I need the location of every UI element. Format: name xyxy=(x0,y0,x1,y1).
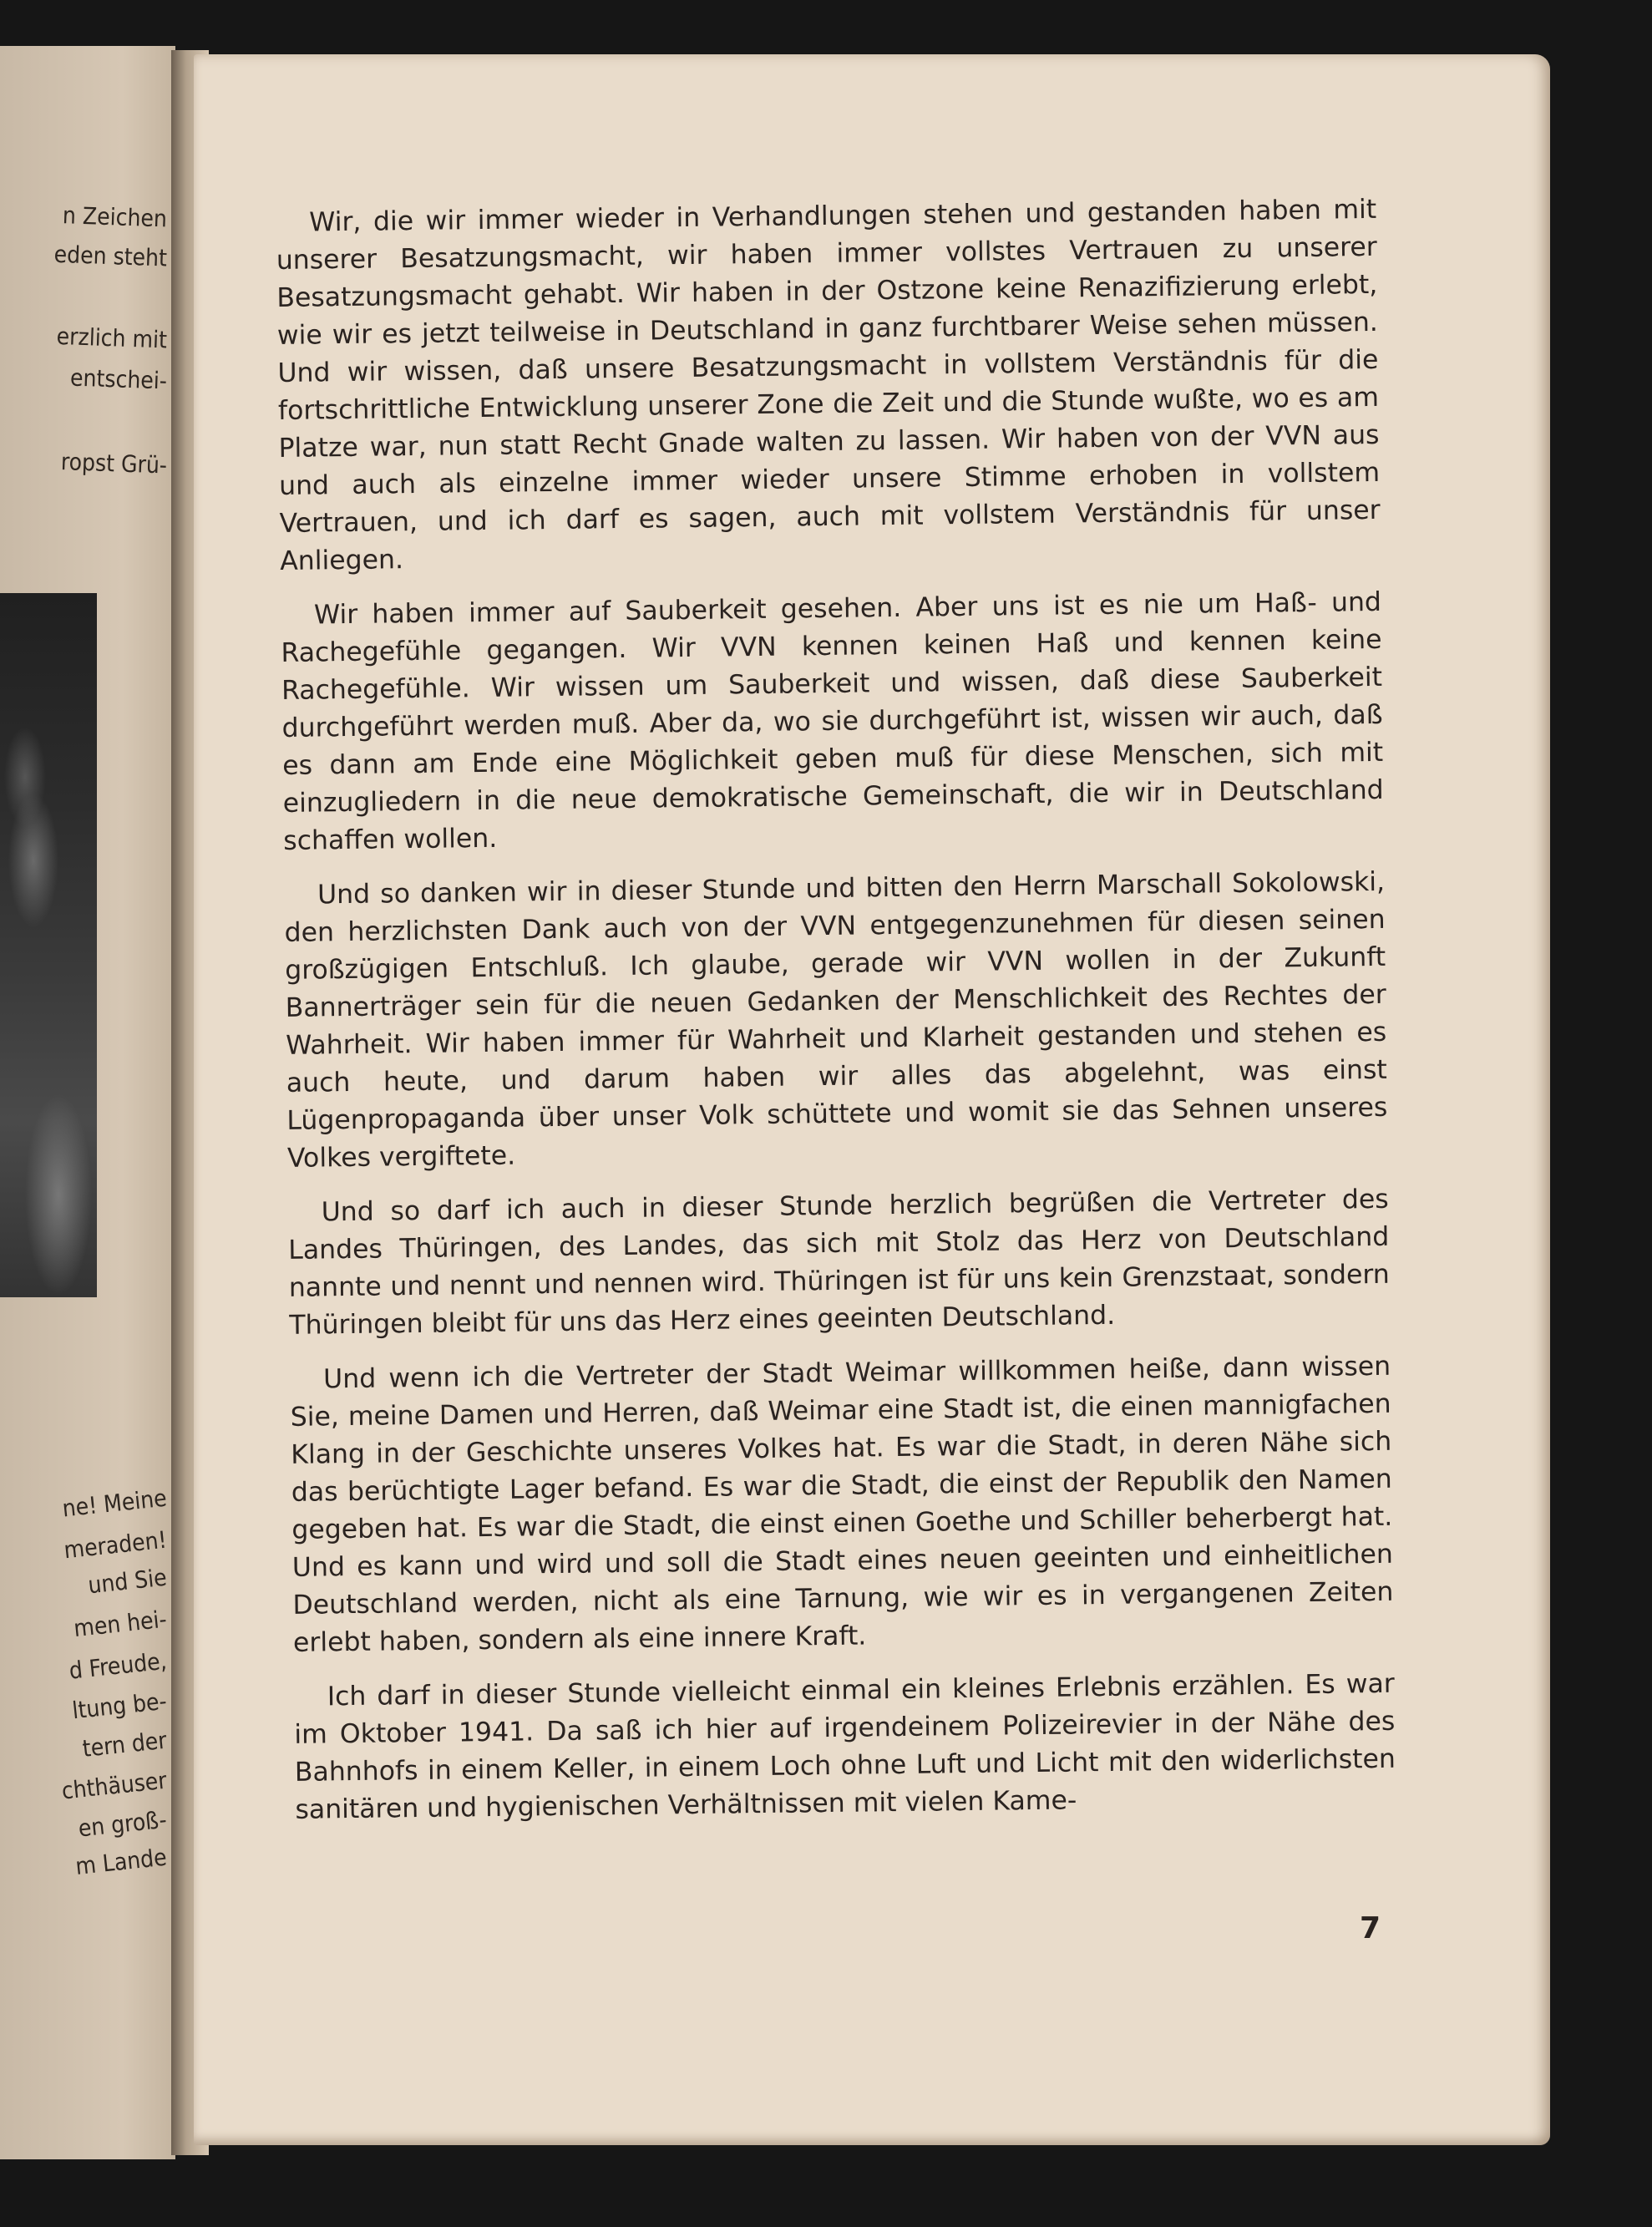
main-text-block xyxy=(276,191,1396,1846)
left-page-fragment: eden steht xyxy=(53,240,168,272)
left-page xyxy=(0,46,175,2159)
left-page-fragment: en groß- xyxy=(77,1805,169,1843)
left-page-fragment: men hei- xyxy=(72,1605,169,1643)
left-page-photo xyxy=(0,593,97,1297)
left-page-fragment: und Sie xyxy=(86,1563,169,1600)
left-page-fragment: tern der xyxy=(81,1726,169,1763)
left-page-fragment: chthäuser xyxy=(60,1766,169,1805)
left-page-fragment: entschei- xyxy=(69,363,168,395)
page-number: 7 xyxy=(1360,1911,1381,1945)
left-page-fragment: d Freude, xyxy=(68,1646,169,1685)
paragraph: Und so darf ich auch in dieser Stunde herzlich begrüßen die Vertreter des Landes Thüringen, des Landes, das sich mit Stolz das Herz von Deutschland nannte und nennt und nennen wird. Thüringen ist für uns kein Grenzstaat, sondern Thüringen bleibt für uns das Herz eines geeinten Deutschland. xyxy=(288,1184,1390,1341)
left-page-fragment: n Zeichen xyxy=(62,201,168,233)
paragraph: Wir haben immer auf Sauberkeit gesehen. Aber uns ist es nie um Haß- und Rachegefühle gegangen. Wir VVN kennen keinen Haß und kennen keine Rachegefühle. Wir wissen um Sauberkeit und wissen, daß diese Sauberkeit durchgeführt werden muß. Aber da, wo sie durchgeführt ist, wissen wir auch, daß es dann am Ende eine Möglichkeit geben muß für diese Menschen, sich mit einzugliedern in die neue demokratische Gemeinschaft, die wir in Deutschland schaffen wollen. xyxy=(281,586,1384,856)
left-page-fragment: meraden! xyxy=(62,1525,169,1565)
paragraph: Wir, die wir immer wieder in Verhandlungen stehen und gestanden haben mit unserer Besatzungsmacht, wir haben immer vollstes Vertrauen zu unserer Besatzungsmacht gehabt. Wir haben in der Ostzone keine Renazifizierung erlebt, wie wir es jetzt teilweise in Deutschland in ganz furchtbarer Weise sehen müssen. Und wir wissen, daß unsere Besatzungsmacht in vollstem Verständnis für die fortschrittliche Entwicklung unserer Zone die Zeit und die Stunde wußte, wo es am Platze war, nun statt Recht Gnade walten zu lassen. Wir haben von der VVN aus und auch als einzelne immer wieder unsere Stimme erhoben in vollstem Vertrauen, und ich darf es sagen, auch mit vollstem Verständnis für unser Anliegen. xyxy=(276,194,1381,576)
left-page-fragment: ropst Grü- xyxy=(60,448,168,479)
left-page-fragment: ne! Meine xyxy=(61,1484,169,1523)
left-page-fragment: m Lande xyxy=(73,1843,169,1880)
left-page-fragment: ltung be- xyxy=(70,1687,169,1725)
paragraph: Und so danken wir in dieser Stunde und bitten den Herrn Marschall Sokolowski, den herzlichsten Dank auch von der VVN entgegenzunehmen für diesen seinen großzügigen Entschluß. Ich glaube, gerade wir VVN wollen in der Zukunft Bannerträger sein für die neuen Gedanken der Menschlichkeit des Rechtes der Wahrheit. Wir haben immer für Wahrheit und Klarheit gestanden und stehen es auch heute, und darum haben wir alles das abgelehnt, was einst Lügenpropaganda über unser Volk schüttete und womit sie das Sehnen unseres Volkes vergiftete. xyxy=(284,866,1388,1174)
left-page-fragment: erzlich mit xyxy=(56,322,168,354)
paragraph: Und wenn ich die Vertreter der Stadt Weimar willkommen heiße, dann wissen Sie, meine Damen und Herren, daß Weimar eine Stadt ist, die einen mannigfachen Klang in der Geschichte unseres Volkes hat. Es war die Stadt, in deren Nähe sich das berüchtigte Lager befand. Es war die Stadt, die einst der Republik den Namen gegeben hat. Es war die Stadt, die einst einen Goethe und Schiller beherbergt hat. Und es kann und wird und soll die Stadt eines neuen geeinten und einheitlichen Deutschland werden, nicht als eine Tarnung, wie wir es in vergangenen Zeiten erlebt haben, sondern als eine innere Kraft. xyxy=(290,1351,1394,1658)
paragraph: Ich darf in dieser Stunde vielleicht einmal ein kleines Erlebnis erzählen. Es war im Oktober 1941. Da saß ich hier auf irgendeinem Polizeirevier in der Nähe des Bahnhofs in einem Keller, in einem Loch ohne Luft und Licht mit den widerlichsten sanitären und hygienischen Verhältnissen mit vielen Kame- xyxy=(294,1668,1396,1825)
